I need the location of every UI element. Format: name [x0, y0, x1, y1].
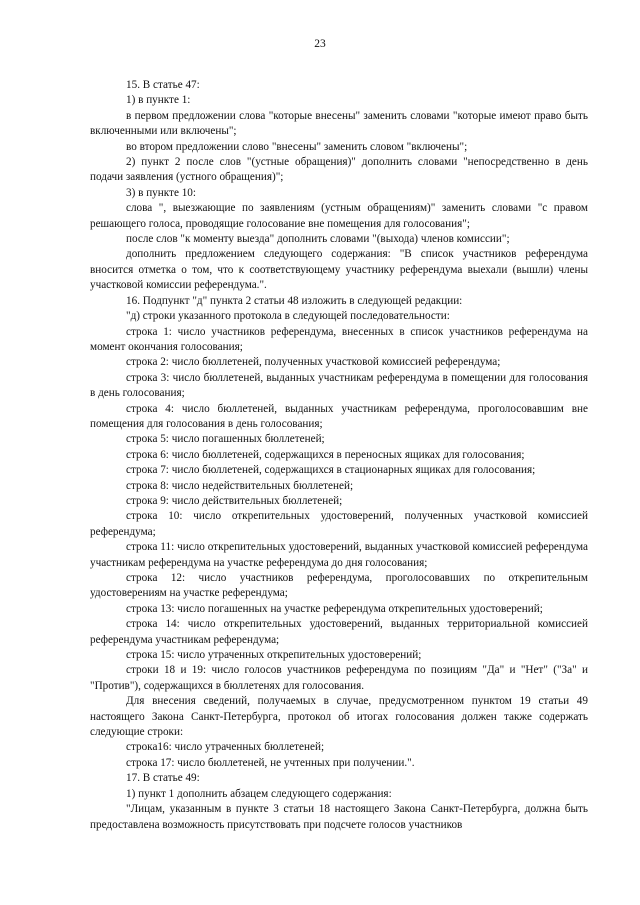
paragraph: 1) в пункте 1:	[126, 94, 191, 107]
paragraph: 17. В статье 49:	[126, 772, 200, 785]
paragraph: во втором предложении слово "внесены" заменить словом "включены";	[126, 140, 468, 153]
paragraph: 2) пункт 2 после слов "(устные обращения)" дополнить словами "непосредственно в день подачи заявления (устного обращения)";	[90, 156, 588, 184]
paragraph: строка16: число утраченных бюллетеней;	[126, 741, 325, 754]
paragraph: строка 3: число бюллетеней, выданных участникам референдума в помещении для голосования в день голосования;	[90, 371, 588, 400]
paragraph: слова ", выезжающие по заявлениям (устным обращениям)" заменить словами "с правом решающего голоса, проводящие голосование вне помещения для голосования";	[90, 202, 588, 230]
paragraph: дополнить предложением следующего содержания: "В список участников референдума вносится отметка о том, что к соответствующему участнику референдума выехали (вышли) члены участковой комиссии референдума.".	[90, 248, 588, 292]
paragraph: строка 10: число открепительных удостоверений, полученных участковой комиссией референдума;	[90, 510, 588, 538]
paragraph: 3) в пункте 10:	[126, 186, 196, 199]
paragraph: строка 2: число бюллетеней, полученных участковой комиссией референдума;	[126, 356, 501, 369]
paragraph: после слов "к моменту выезда" дополнить словами "(выхода) членов комиссии";	[126, 233, 510, 246]
paragraph: строка 13: число погашенных на участке референдума открепительных удостоверений;	[126, 602, 543, 615]
paragraph: "Лицам, указанным в пункте 3 статьи 18 настоящего Закона Санкт-Петербурга, должна быть предоставлена возможность присутствовать при подсчете голосов участников	[90, 803, 588, 831]
paragraph: строка 6: число бюллетеней, содержащихся в переносных ящиках для голосования;	[126, 448, 525, 461]
paragraph: 15. В статье 47:	[126, 79, 200, 91]
paragraph: 16. Подпункт "д" пункта 2 статьи 48 изложить в следующей редакции:	[126, 294, 463, 307]
paragraph: в первом предложении слова "которые внесены" заменить словами "которые имеют право быть включенными или включены";	[90, 109, 588, 138]
paragraph: 1) пункт 1 дополнить абзацем следующего содержания:	[126, 787, 392, 800]
paragraph: строка 9: число действительных бюллетеней;	[126, 494, 343, 507]
paragraph: строки 18 и 19: число голосов участников референдума по позициям "Да" и "Нет" ("За" и "Против"), содержащихся в бюллетенях для голосования.	[90, 664, 588, 692]
paragraph: строка 11: число открепительных удостоверений, выданных участковой комиссией референдума участникам референдума на участке референдума до дня голосования;	[90, 541, 588, 569]
paragraph: строка 1: число участников референдума, внесенных в список участников референдума на момент окончания голосования;	[90, 325, 588, 353]
paragraph: строка 4: число бюллетеней, выданных участникам референдума, проголосовавшим вне помещения для голосования в день голосования;	[90, 402, 588, 430]
paragraph: строка 8: число недействительных бюллетеней;	[126, 479, 354, 492]
page-number: 23	[314, 38, 326, 50]
paragraph: строка 17: число бюллетеней, не учтенных при получении.".	[126, 756, 415, 769]
paragraph: строка 7: число бюллетеней, содержащихся в стационарных ящиках для голосования;	[126, 464, 536, 477]
paragraph: строка 12: число участников референдума, проголосовавших по открепительным удостоверениям на участке референдума;	[90, 572, 588, 600]
paragraph: строка 15: число утраченных открепительных удостоверений;	[126, 649, 422, 662]
paragraph: Для внесения сведений, получаемых в случае, предусмотренном пунктом 19 статьи 49 настоящего Закона Санкт-Петербурга, протокол об итогах голосования должен также содержать следующие строки:	[90, 695, 588, 739]
paragraph: строка 5: число погашенных бюллетеней;	[126, 433, 325, 446]
paragraph: строка 14: число открепительных удостоверений, выданных территориальной комиссией референдума участникам референдума;	[90, 618, 588, 646]
paragraph: "д) строки указанного протокола в следующей последовательности:	[126, 310, 450, 323]
body-text	[90, 78, 588, 833]
